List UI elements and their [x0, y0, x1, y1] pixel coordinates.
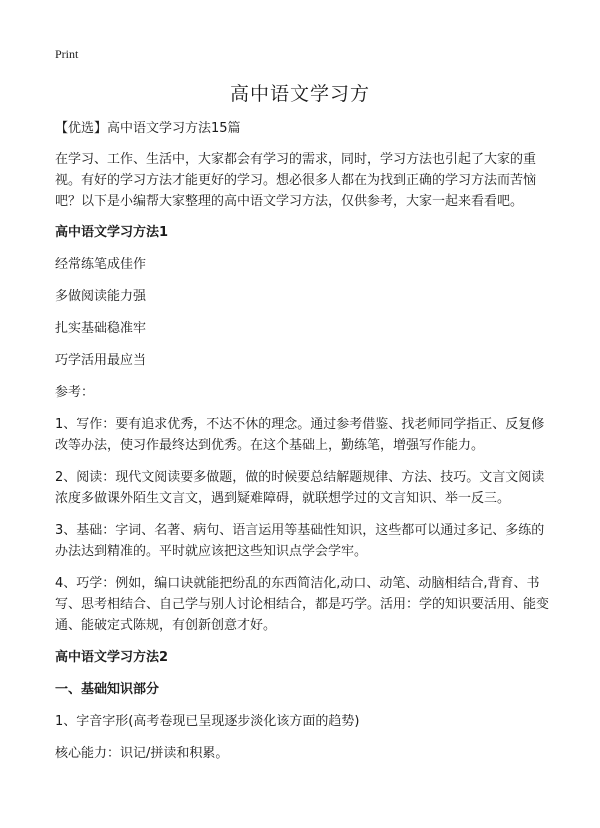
core-ability-line: 核心能力：识记/拼读和积累。 — [55, 746, 229, 761]
point-line: 1、字音字形(高考卷现已呈现逐步淡化该方面的趋势) — [55, 714, 360, 729]
reference-label: 参考： — [55, 385, 95, 400]
tip-line: 经常练笔成佳作 — [55, 257, 147, 272]
intro-paragraph: 在学习、工作、生活中，大家都会有学习的需求，同时，学习方法也引起了大家的重视。有好的学习方法才能更好的学习。想必很多人都在为找到正确的学习方法而苦恼吧？以下是小编帮大家整理的高中语文学习方法，仅供参考，大家一起来看看吧。 — [55, 152, 537, 209]
document-subtitle: 【优选】高中语文学习方法15篇 — [55, 121, 241, 136]
document-body — [55, 118, 550, 775]
subsection-heading: 一、基础知识部分 — [55, 682, 160, 697]
method-item-smart-learning: 4、巧学：例如，编口诀就能把纷乱的东西简洁化,动口、动笔、动脑相结合,背育、书写、思考相结合、自己学与别人讨论相结合，都是巧学。活用：学的知识要活用、能变通、能破定式陈规，有创新创意才好。 — [55, 576, 550, 633]
method-item-basics: 3、基础：字词、名著、病句、语言运用等基础性知识，这些都可以通过多记、多练的办法达到精准的。平时就应该把这些知识点学会学牢。 — [55, 523, 545, 559]
method-item-reading: 2、阅读：现代文阅读要多做题，做的时候要总结解题规律、方法、技巧。文言文阅读浓度多做课外陌生文言文，遇到疑难障碍，就联想学过的文言知识、举一反三。 — [55, 470, 545, 506]
method-item-writing: 1、写作：要有追求优秀，不达不休的理念。通过参考借鉴、找老师同学指正、反复修改等办法，使习作最终达到优秀。在这个基础上，勤练笔，增强写作能力。 — [55, 417, 545, 453]
section-heading-2: 高中语文学习方法2 — [55, 650, 169, 665]
tip-line: 扎实基础稳准牢 — [55, 321, 147, 336]
tip-line: 多做阅读能力强 — [55, 289, 147, 304]
document-title: 高中语文学习方 — [229, 83, 370, 105]
print-label: Print — [55, 47, 79, 61]
tip-line: 巧学活用最应当 — [55, 353, 147, 368]
section-heading-1: 高中语文学习方法1 — [55, 225, 169, 240]
